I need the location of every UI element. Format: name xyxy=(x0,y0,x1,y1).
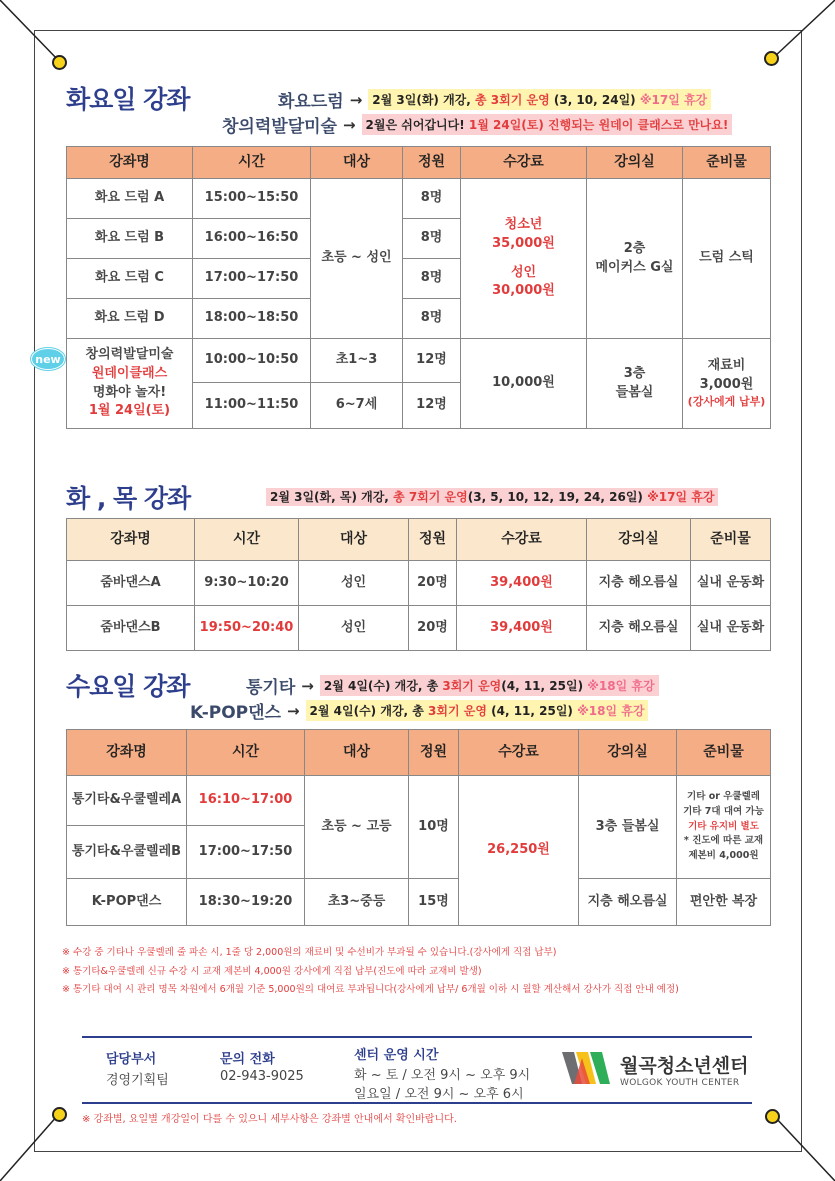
drum-schedule-dates: (3, 10, 24일) xyxy=(549,93,640,107)
course-name: 통기타&우쿨렐레A xyxy=(67,776,187,826)
course-target: 성인 xyxy=(299,606,409,651)
hours-weekday: 화 ~ 토 / 오전 9시 ~ 오후 9시 xyxy=(354,1068,531,1083)
schedule-dates: (4, 11, 25일) xyxy=(486,704,578,718)
guitar-course-name: 통기타 xyxy=(246,678,296,698)
course-name: 화요 드럼 D xyxy=(67,299,193,339)
course-capacity: 15명 xyxy=(409,879,459,926)
header-fee: 수강료 xyxy=(459,730,579,776)
grommet-top-right xyxy=(764,51,779,66)
header-room: 강의실 xyxy=(579,730,677,776)
tue-thu-course-table xyxy=(66,518,771,651)
course-capacity: 8명 xyxy=(403,259,461,299)
course-name: 화요 드럼 A xyxy=(67,179,193,219)
course-name: 화요 드럼 C xyxy=(67,259,193,299)
course-time: 16:10~17:00 xyxy=(187,776,305,826)
table-header-row xyxy=(67,147,771,179)
footer-phone xyxy=(220,1048,304,1084)
grommet-bottom-left xyxy=(52,1107,67,1122)
course-name: 화요 드럼 B xyxy=(67,219,193,259)
arrow-icon: → xyxy=(286,701,300,720)
header-course-name: 강좌명 xyxy=(67,730,187,776)
course-time: 18:00~18:50 xyxy=(193,299,311,339)
schedule-start: 2월 4일(수) 개강, 총 xyxy=(323,679,443,693)
art-oneday-label: 원데이클래스 xyxy=(91,365,168,381)
schedule-dates: (4, 11, 25일) xyxy=(501,679,588,693)
art-schedule-oneday: 1월 24일(토) 진행되는 원데이 클래스로 만나요! xyxy=(468,118,729,132)
tue-thu-info xyxy=(266,486,718,505)
header-time: 시간 xyxy=(187,730,305,776)
course-target: 6~7세 xyxy=(311,383,403,429)
course-target: 성인 xyxy=(299,561,409,606)
wednesday-course-table xyxy=(66,729,771,926)
center-logo xyxy=(560,1048,748,1090)
grommet-top-left xyxy=(52,55,67,70)
header-capacity: 정원 xyxy=(409,519,457,561)
header-capacity: 정원 xyxy=(403,147,461,179)
drum-schedule-start: 2월 3일(화) 개강, xyxy=(372,93,476,107)
table-row xyxy=(67,879,771,926)
course-capacity: 20명 xyxy=(409,561,457,606)
schedule-count: 3회기 운영 xyxy=(428,704,487,718)
course-room: 지층 해오름실 xyxy=(587,606,691,651)
schedule-holiday: ※17일 휴강 xyxy=(647,490,715,504)
dept-value: 경영기획팀 xyxy=(106,1073,169,1088)
arrow-icon: → xyxy=(301,676,314,695)
course-name: K-POP댄스 xyxy=(67,879,187,926)
drum-schedule-holiday: ※17일 휴강 xyxy=(639,93,708,107)
course-name: 줌바댄스A xyxy=(67,561,195,606)
drum-fee xyxy=(461,179,587,339)
table-header-row xyxy=(67,730,771,776)
tuesday-art-info xyxy=(222,112,732,137)
course-capacity: 12명 xyxy=(403,383,461,429)
course-room: 지층 해오름실 xyxy=(587,561,691,606)
footer-top-line xyxy=(82,1036,752,1038)
course-fee: 26,250원 xyxy=(459,776,579,926)
supplies-textbook-cost: 제본비 4,000원 xyxy=(688,850,759,862)
drum-schedule xyxy=(368,89,711,110)
header-time: 시간 xyxy=(195,519,299,561)
art-schedule xyxy=(362,114,733,135)
wednesday-guitar-info xyxy=(246,673,659,698)
room-floor: 3층 xyxy=(623,365,646,381)
course-name: 줌바댄스B xyxy=(67,606,195,651)
course-target: 초1~3 xyxy=(311,339,403,383)
new-badge: new xyxy=(31,348,65,370)
course-capacity: 8명 xyxy=(403,219,461,259)
course-time: 16:00~16:50 xyxy=(193,219,311,259)
art-schedule-note: 2월은 쉬어갑니다! xyxy=(365,118,469,132)
logo-mark-icon xyxy=(560,1048,614,1090)
dept-label: 담당부서 xyxy=(106,1052,157,1067)
header-supplies: 준비물 xyxy=(683,147,771,179)
schedule-holiday: ※18일 휴강 xyxy=(587,679,655,693)
table-row xyxy=(67,776,771,826)
room-name: 들봄실 xyxy=(615,384,654,400)
tuesday-course-table xyxy=(66,146,771,429)
course-capacity: 10명 xyxy=(409,776,459,879)
wednesday-section-title: 수요일 강좌 xyxy=(66,672,190,701)
header-fee: 수강료 xyxy=(461,147,587,179)
header-room: 강의실 xyxy=(587,519,691,561)
course-target: 초등 ~ 성인 xyxy=(311,179,403,339)
table-row xyxy=(67,179,771,219)
fee-adult-label: 성인 xyxy=(510,264,537,280)
header-time: 시간 xyxy=(193,147,311,179)
supplies-label: 재료비 xyxy=(707,357,746,373)
course-time: 19:50~20:40 xyxy=(195,606,299,651)
room-name: 메이커스 G실 xyxy=(595,259,674,275)
header-supplies: 준비물 xyxy=(691,519,771,561)
tuesday-drum-info xyxy=(278,87,711,112)
art-date: 1월 24일(토) xyxy=(88,403,171,419)
supplies-textbook: * 진도에 따른 교재 xyxy=(683,835,764,847)
header-fee: 수강료 xyxy=(457,519,587,561)
tuesday-section-title: 화요일 강좌 xyxy=(66,85,190,114)
table-row xyxy=(67,561,771,606)
tue-thu-section-title: 화 , 목 강좌 xyxy=(66,484,191,513)
art-room xyxy=(587,339,683,429)
notes-block xyxy=(62,944,679,1000)
art-subtitle: 명화야 놀자! xyxy=(92,384,167,400)
header-target: 대상 xyxy=(299,519,409,561)
art-course-name: 창의력발달미술 xyxy=(222,117,337,137)
course-time: 9:30~10:20 xyxy=(195,561,299,606)
table-header-row xyxy=(67,519,771,561)
fee-adult-value: 30,000원 xyxy=(492,283,555,299)
course-capacity: 8명 xyxy=(403,299,461,339)
wednesday-kpop-info xyxy=(190,698,648,723)
note-item: ※ 통기타&우쿨렐레 신규 수강 시 교재 제본비 4,000원 강사에게 직접 납부(진도에 따라 교재비 발생) xyxy=(62,965,482,977)
footer-bottom-line xyxy=(82,1102,752,1104)
table-row xyxy=(67,606,771,651)
note-item: ※ 수강 중 기타나 우쿨렐레 줄 파손 시, 1줄 당 2,000원의 재료비 및 수선비가 부과될 수 있습니다.(강사에게 직접 납부) xyxy=(62,947,557,958)
bottom-note: ※ 강좌별, 요일별 개강일이 다를 수 있으니 세부사항은 강좌별 안내에서 확인바랍니다. xyxy=(82,1114,457,1125)
schedule-start: 2월 4일(수) 개강, 총 xyxy=(309,704,429,718)
header-room: 강의실 xyxy=(587,147,683,179)
fee-youth-value: 35,000원 xyxy=(492,235,555,251)
course-fee: 39,400원 xyxy=(457,606,587,651)
course-supplies: 편안한 복장 xyxy=(677,879,771,926)
arrow-icon: → xyxy=(342,115,356,134)
course-capacity: 8명 xyxy=(403,179,461,219)
course-capacity: 12명 xyxy=(403,339,461,383)
header-target: 대상 xyxy=(305,730,409,776)
drum-course-name: 화요드럼 xyxy=(278,92,344,112)
course-time: 17:00~17:50 xyxy=(187,826,305,879)
logo-subtitle: WOLGOK YOUTH CENTER xyxy=(620,1077,740,1088)
course-room: 지층 해오름실 xyxy=(579,879,677,926)
fee-youth-label: 청소년 xyxy=(504,216,543,232)
course-supplies: 실내 운동화 xyxy=(691,561,771,606)
art-fee: 10,000원 xyxy=(461,339,587,429)
footer-hours xyxy=(354,1044,530,1102)
art-course-cell xyxy=(67,339,193,429)
supplies-cost: 3,000원 xyxy=(699,376,754,392)
kpop-schedule xyxy=(306,700,649,721)
header-course-name: 강좌명 xyxy=(67,519,195,561)
course-target: 초3~중등 xyxy=(305,879,409,926)
footer-dept xyxy=(106,1048,169,1088)
supplies-maintenance: 기타 유지비 별도 xyxy=(688,820,759,832)
schedule-start: 2월 3일(화, 목) 개강, xyxy=(270,490,394,504)
course-name: 통기타&우쿨렐레B xyxy=(67,826,187,879)
note-item: ※ 통기타 대여 시 관리 명목 차원에서 6개월 기준 5,000원의 대여료 부과됩니다(강사에게 납부/ 6개월 이하 시 월할 계산해서 강사가 직접 안내 예정) xyxy=(62,984,679,996)
course-time: 10:00~10:50 xyxy=(193,339,311,383)
logo-name: 월곡청소년센터 xyxy=(620,1054,749,1077)
hours-label: 센터 운영 시간 xyxy=(354,1048,439,1063)
course-target: 초등 ~ 고등 xyxy=(305,776,409,879)
course-time: 17:00~17:50 xyxy=(193,259,311,299)
schedule-holiday: ※18일 휴강 xyxy=(577,704,645,718)
room-floor: 2층 xyxy=(623,240,646,256)
art-name: 창의력발달미술 xyxy=(85,346,174,362)
schedule-count: 총 7회기 운영 xyxy=(393,490,468,504)
course-room: 3층 들봄실 xyxy=(579,776,677,879)
header-capacity: 정원 xyxy=(409,730,459,776)
drum-room xyxy=(587,179,683,339)
drum-schedule-count: 총 3회기 운영 xyxy=(475,93,550,107)
guitar-supplies xyxy=(677,776,771,879)
course-time: 11:00~11:50 xyxy=(193,383,311,429)
course-capacity: 20명 xyxy=(409,606,457,651)
header-supplies: 준비물 xyxy=(677,730,771,776)
guitar-schedule xyxy=(320,675,659,696)
supplies-note: (강사에게 납부) xyxy=(687,395,766,409)
header-course-name: 강좌명 xyxy=(67,147,193,179)
arrow-icon: → xyxy=(349,90,363,109)
table-row xyxy=(67,339,771,383)
tue-thu-schedule xyxy=(266,488,718,506)
phone-label: 문의 전화 xyxy=(220,1052,275,1067)
course-fee: 39,400원 xyxy=(457,561,587,606)
course-supplies: 실내 운동화 xyxy=(691,606,771,651)
art-supplies xyxy=(683,339,771,429)
phone-value[interactable]: 02-943-9025 xyxy=(220,1069,304,1084)
schedule-count: 3회기 운영 xyxy=(442,679,502,693)
supplies-item: 기타 or 우쿨렐레 xyxy=(687,791,760,803)
course-time: 18:30~19:20 xyxy=(187,879,305,926)
header-target: 대상 xyxy=(311,147,403,179)
grommet-bottom-right xyxy=(765,1109,780,1124)
drum-supplies: 드럼 스틱 xyxy=(683,179,771,339)
supplies-rental: 기타 7대 대여 가능 xyxy=(683,805,764,817)
hours-sunday: 일요일 / 오전 9시 ~ 오후 6시 xyxy=(354,1087,524,1102)
course-time: 15:00~15:50 xyxy=(193,179,311,219)
schedule-dates: (3, 5, 10, 12, 19, 24, 26일) xyxy=(467,490,648,504)
kpop-course-name: K-POP댄스 xyxy=(190,703,281,723)
